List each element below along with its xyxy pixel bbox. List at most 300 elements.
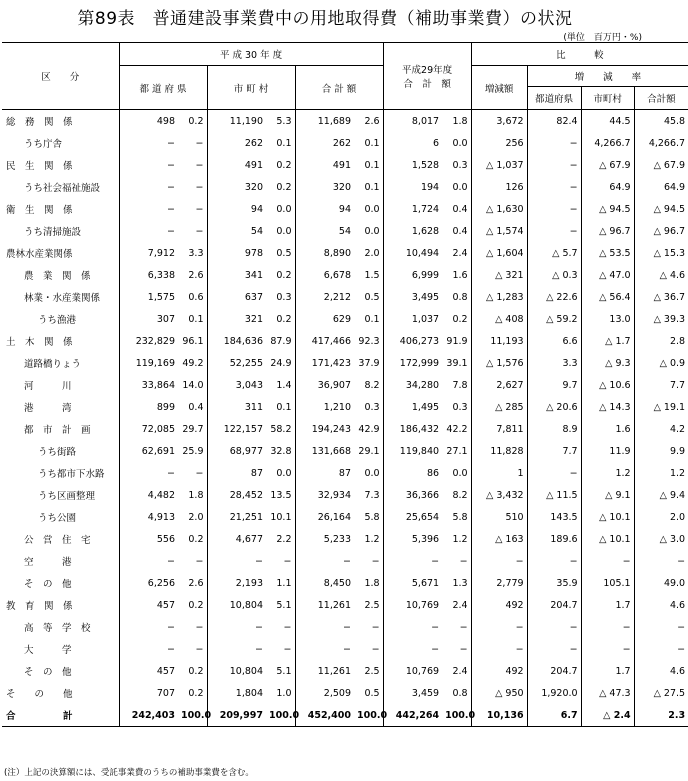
- prev-ratio: 0.0: [442, 176, 471, 198]
- change-value: △ 285: [471, 396, 527, 418]
- rate-total: △ 39.3: [653, 313, 686, 325]
- prev-value: 406,273: [399, 335, 440, 347]
- rate-muni: △ 67.9: [581, 154, 634, 176]
- row-label: 農 業 関 係: [2, 264, 119, 286]
- row-label: 高 等 学 校: [2, 616, 119, 638]
- rate-pref: 189.6: [527, 528, 581, 550]
- prev-ratio: 0.4: [442, 198, 471, 220]
- rate-pref: −: [527, 462, 581, 484]
- muni-value: 4,677: [235, 533, 263, 545]
- muni-ratio: 0.2: [266, 154, 295, 176]
- rate-pref: 1,920.0: [527, 682, 581, 704]
- rate-total: △ 36.7: [653, 291, 686, 303]
- muni-ratio: 24.9: [266, 352, 295, 374]
- change-value: 11,193: [471, 330, 527, 352]
- prev-value: 25,654: [405, 511, 440, 523]
- muni-ratio: 0.2: [266, 176, 295, 198]
- muni-value: 10,804: [229, 665, 263, 677]
- total-ratio: 0.1: [354, 154, 383, 176]
- muni-value: −: [255, 555, 263, 567]
- pref-value: 4,482: [147, 489, 175, 501]
- pref-ratio: 0.2: [178, 594, 207, 616]
- total-ratio: 29.1: [354, 440, 383, 462]
- pref-value: 62,691: [141, 445, 175, 457]
- total-value: −: [343, 643, 351, 655]
- table-row: [2, 440, 688, 462]
- prev-ratio: 100.0: [442, 704, 471, 727]
- table-row: [2, 484, 688, 506]
- unit-note: (単位 百万円・%): [563, 33, 642, 43]
- muni-value: 94: [250, 203, 263, 215]
- page-title: 第89表 普通建設事業費中の用地取得費（補助事業費）の状況: [77, 9, 573, 29]
- header-h29-line2: 合 計 額: [403, 79, 451, 90]
- total-ratio: 0.1: [354, 308, 383, 330]
- rate-total: −: [677, 555, 686, 567]
- pref-value: −: [167, 203, 175, 215]
- header-kubun: 区 分: [2, 43, 119, 110]
- rate-total: △ 15.3: [653, 247, 686, 259]
- pref-ratio: −: [178, 550, 207, 572]
- muni-ratio: 32.8: [266, 440, 295, 462]
- muni-ratio: 87.9: [266, 330, 295, 352]
- rate-total: 4.2: [669, 423, 686, 435]
- table-row: [2, 506, 688, 528]
- total-value: 491: [332, 159, 351, 171]
- change-value: △ 408: [471, 308, 527, 330]
- total-ratio: 2.5: [354, 594, 383, 616]
- footnote: (注）上記の決算額には、受託事業費のうちの補助事業費を含む。: [4, 768, 254, 778]
- pref-ratio: −: [178, 154, 207, 176]
- pref-ratio: 0.2: [178, 528, 207, 550]
- row-label: 空 港: [2, 550, 119, 572]
- rate-pref: 143.5: [527, 506, 581, 528]
- total-value: 2,212: [323, 291, 351, 303]
- row-label: うち社会福祉施設: [2, 176, 119, 198]
- row-label: 土 木 関 係: [2, 330, 119, 352]
- pref-value: −: [167, 643, 175, 655]
- row-label: そ の 他: [2, 572, 119, 594]
- rate-muni: △ 47.3: [581, 682, 634, 704]
- rate-pref: −: [527, 638, 581, 660]
- total-ratio: 42.9: [354, 418, 383, 440]
- rate-total: △ 9.4: [659, 489, 686, 501]
- table-row: [2, 176, 688, 198]
- change-value: 3,672: [471, 110, 527, 133]
- table-row: [2, 550, 688, 572]
- header-h29: [383, 43, 471, 110]
- muni-value: 311: [244, 401, 263, 413]
- rate-muni: 44.5: [581, 110, 634, 133]
- rate-total: −: [677, 621, 686, 633]
- prev-value: 442,264: [383, 704, 442, 727]
- prev-value: 10,769: [405, 599, 440, 611]
- total-value: 2,509: [323, 687, 351, 699]
- change-value: 2,779: [471, 572, 527, 594]
- table-row: [2, 638, 688, 660]
- table-row: [2, 374, 688, 396]
- pref-ratio: 29.7: [178, 418, 207, 440]
- prev-ratio: −: [442, 616, 471, 638]
- pref-ratio: −: [178, 220, 207, 242]
- change-value: △ 1,576: [471, 352, 527, 374]
- total-value: 36,907: [317, 379, 351, 391]
- change-value: 256: [471, 132, 527, 154]
- rate-total: 2.3: [634, 704, 688, 727]
- muni-value: 87: [250, 467, 263, 479]
- header-rate-muni: 市町村: [581, 87, 634, 110]
- table-row: [2, 330, 688, 352]
- total-ratio: 0.0: [354, 220, 383, 242]
- pref-ratio: 2.6: [178, 572, 207, 594]
- prev-value: −: [431, 621, 440, 633]
- rate-pref: 8.9: [527, 418, 581, 440]
- pref-value: 556: [156, 533, 175, 545]
- prev-ratio: −: [442, 550, 471, 572]
- header-rate-total: 合計額: [634, 87, 688, 110]
- muni-ratio: 13.5: [266, 484, 295, 506]
- pref-ratio: 1.8: [178, 484, 207, 506]
- header-rate: 増 減 率: [527, 66, 688, 87]
- total-value: 11,689: [317, 115, 351, 127]
- rate-total: 45.8: [663, 115, 686, 127]
- rate-muni: △ 10.1: [581, 528, 634, 550]
- total-ratio: 0.5: [354, 682, 383, 704]
- change-value: △ 1,283: [471, 286, 527, 308]
- prev-ratio: 1.8: [442, 110, 471, 133]
- muni-value: 491: [244, 159, 263, 171]
- row-label: 都 市 計 画: [2, 418, 119, 440]
- row-label: 道路橋りょう: [2, 352, 119, 374]
- muni-ratio: 100.0: [266, 704, 295, 727]
- total-ratio: 2.6: [354, 110, 383, 133]
- pref-value: 4,913: [147, 511, 175, 523]
- rate-total: △ 19.1: [653, 401, 686, 413]
- row-label: 大 学: [2, 638, 119, 660]
- prev-value: 186,432: [399, 423, 440, 435]
- table-row: [2, 308, 688, 330]
- table-row: [2, 352, 688, 374]
- rate-pref: −: [527, 198, 581, 220]
- table-row: [2, 286, 688, 308]
- prev-value: 1,037: [411, 313, 440, 325]
- total-value: 8,890: [323, 247, 351, 259]
- rate-pref: 82.4: [527, 110, 581, 133]
- prev-ratio: 0.0: [442, 462, 471, 484]
- muni-ratio: 10.1: [266, 506, 295, 528]
- total-value: 5,233: [323, 533, 351, 545]
- prev-value: 3,459: [411, 687, 440, 699]
- rate-total: △ 0.9: [659, 357, 686, 369]
- change-value: 492: [471, 660, 527, 682]
- rate-pref: 3.3: [527, 352, 581, 374]
- rate-total: △ 96.7: [653, 225, 686, 237]
- rate-total: 9.9: [669, 445, 686, 457]
- prev-value: 172,999: [399, 357, 440, 369]
- total-value: 320: [332, 181, 351, 193]
- table-row: [2, 198, 688, 220]
- change-value: △ 3,432: [471, 484, 527, 506]
- change-value: △ 1,037: [471, 154, 527, 176]
- muni-ratio: 0.5: [266, 242, 295, 264]
- pref-value: 457: [156, 665, 175, 677]
- total-ratio: 0.0: [354, 198, 383, 220]
- rate-pref: −: [527, 550, 581, 572]
- row-label: 農林水産業関係: [2, 242, 119, 264]
- total-value: −: [343, 555, 351, 567]
- muni-value: 28,452: [229, 489, 263, 501]
- prev-ratio: 1.2: [442, 528, 471, 550]
- prev-ratio: 2.4: [442, 660, 471, 682]
- total-value: 54: [338, 225, 351, 237]
- muni-value: 321: [244, 313, 263, 325]
- rate-muni: △ 96.7: [581, 220, 634, 242]
- prev-ratio: 2.4: [442, 594, 471, 616]
- muni-value: −: [255, 643, 263, 655]
- pref-value: 1,575: [147, 291, 175, 303]
- header-comparison: 比 較: [471, 43, 688, 66]
- muni-value: 122,157: [223, 423, 263, 435]
- table-row: [2, 704, 688, 727]
- rate-muni: 64.9: [581, 176, 634, 198]
- total-value: 417,466: [311, 335, 351, 347]
- rate-muni: △ 47.0: [581, 264, 634, 286]
- prev-value: 1,495: [411, 401, 440, 413]
- rate-total: △ 27.5: [653, 687, 686, 699]
- rate-pref: △ 22.6: [527, 286, 581, 308]
- total-value: 8,450: [323, 577, 351, 589]
- row-label: 民 生 関 係: [2, 154, 119, 176]
- muni-ratio: −: [266, 550, 295, 572]
- muni-value: 11,190: [229, 115, 263, 127]
- total-value: 1,210: [323, 401, 351, 413]
- muni-value: 184,636: [223, 335, 263, 347]
- pref-ratio: −: [178, 132, 207, 154]
- prev-value: 1,528: [411, 159, 440, 171]
- total-value: 131,668: [311, 445, 351, 457]
- rate-total: 64.9: [663, 181, 686, 193]
- muni-value: 52,255: [229, 357, 263, 369]
- prev-ratio: 39.1: [442, 352, 471, 374]
- change-value: △ 1,604: [471, 242, 527, 264]
- pref-value: −: [167, 181, 175, 193]
- change-value: 10,136: [471, 704, 527, 727]
- pref-ratio: 2.0: [178, 506, 207, 528]
- pref-value: 899: [156, 401, 175, 413]
- pref-value: −: [167, 137, 175, 149]
- muni-ratio: 58.2: [266, 418, 295, 440]
- row-label: 港 湾: [2, 396, 119, 418]
- rate-muni: 1.6: [581, 418, 634, 440]
- prev-ratio: 42.2: [442, 418, 471, 440]
- rate-pref: △ 59.2: [527, 308, 581, 330]
- row-label: うち庁舎: [2, 132, 119, 154]
- rate-muni: △ 9.3: [581, 352, 634, 374]
- prev-ratio: 0.8: [442, 682, 471, 704]
- pref-value: −: [167, 467, 175, 479]
- rate-muni: △ 9.1: [581, 484, 634, 506]
- total-ratio: 0.5: [354, 286, 383, 308]
- muni-ratio: 0.0: [266, 462, 295, 484]
- table-row: [2, 528, 688, 550]
- pref-ratio: 0.2: [178, 682, 207, 704]
- rate-pref: −: [527, 616, 581, 638]
- muni-value: 209,997: [207, 704, 266, 727]
- rate-muni: 1.7: [581, 660, 634, 682]
- row-label: うち公園: [2, 506, 119, 528]
- rate-pref: −: [527, 154, 581, 176]
- row-label: 総 務 関 係: [2, 110, 119, 133]
- change-value: △ 1,574: [471, 220, 527, 242]
- rate-muni: 105.1: [581, 572, 634, 594]
- prev-value: 10,769: [405, 665, 440, 677]
- prev-ratio: 27.1: [442, 440, 471, 462]
- table-row: [2, 616, 688, 638]
- rate-pref: 7.7: [527, 440, 581, 462]
- muni-ratio: 0.1: [266, 396, 295, 418]
- prev-value: 5,671: [411, 577, 440, 589]
- table-row: [2, 396, 688, 418]
- row-label: そ の 他: [2, 660, 119, 682]
- prev-ratio: 7.8: [442, 374, 471, 396]
- rate-muni: △ 56.4: [581, 286, 634, 308]
- prev-ratio: 0.8: [442, 286, 471, 308]
- muni-ratio: 1.1: [266, 572, 295, 594]
- rate-total: 1.2: [669, 467, 686, 479]
- header-rate-pref: 都道府県: [527, 87, 581, 110]
- muni-value: 637: [244, 291, 263, 303]
- total-value: 194,243: [311, 423, 351, 435]
- pref-ratio: −: [178, 176, 207, 198]
- pref-ratio: 96.1: [178, 330, 207, 352]
- change-value: 126: [471, 176, 527, 198]
- prev-ratio: −: [442, 638, 471, 660]
- prev-ratio: 1.6: [442, 264, 471, 286]
- muni-ratio: 2.2: [266, 528, 295, 550]
- pref-value: 307: [156, 313, 175, 325]
- muni-value: 320: [244, 181, 263, 193]
- muni-ratio: 0.2: [266, 308, 295, 330]
- pref-value: 498: [156, 115, 175, 127]
- prev-value: 119,840: [399, 445, 440, 457]
- pref-value: 6,338: [147, 269, 175, 281]
- muni-ratio: −: [266, 638, 295, 660]
- total-value: 87: [338, 467, 351, 479]
- header-prefecture: 都 道 府 県: [119, 66, 207, 110]
- row-label: うち区画整理: [2, 484, 119, 506]
- rate-muni: 4,266.7: [581, 132, 634, 154]
- table-row: [2, 572, 688, 594]
- total-value: 452,400: [295, 704, 354, 727]
- prev-value: 1,628: [411, 225, 440, 237]
- pref-value: 232,829: [135, 335, 175, 347]
- rate-muni: 13.0: [581, 308, 634, 330]
- total-ratio: 5.8: [354, 506, 383, 528]
- pref-value: 707: [156, 687, 175, 699]
- table-row: [2, 220, 688, 242]
- pref-value: 6,256: [147, 577, 175, 589]
- total-ratio: 8.2: [354, 374, 383, 396]
- rate-muni: △ 1.7: [581, 330, 634, 352]
- rate-muni: −: [581, 550, 634, 572]
- rate-muni: △ 2.4: [581, 704, 634, 727]
- rate-muni: △ 10.1: [581, 506, 634, 528]
- total-ratio: 1.8: [354, 572, 383, 594]
- total-ratio: −: [354, 550, 383, 572]
- total-ratio: 37.9: [354, 352, 383, 374]
- row-label: 衛 生 関 係: [2, 198, 119, 220]
- change-value: 7,811: [471, 418, 527, 440]
- row-label: 教 育 関 係: [2, 594, 119, 616]
- prev-value: 1,724: [411, 203, 440, 215]
- change-value: −: [471, 550, 527, 572]
- rate-pref: −: [527, 220, 581, 242]
- total-ratio: 100.0: [354, 704, 383, 727]
- table-row: [2, 242, 688, 264]
- row-label: うち清掃施設: [2, 220, 119, 242]
- muni-value: −: [255, 621, 263, 633]
- pref-value: −: [167, 621, 175, 633]
- table-row: [2, 264, 688, 286]
- muni-ratio: 0.3: [266, 286, 295, 308]
- muni-ratio: 5.1: [266, 660, 295, 682]
- muni-ratio: 1.0: [266, 682, 295, 704]
- change-value: 492: [471, 594, 527, 616]
- pref-value: 457: [156, 599, 175, 611]
- pref-ratio: −: [178, 198, 207, 220]
- change-value: 1: [471, 462, 527, 484]
- prev-value: 6: [433, 137, 440, 149]
- muni-ratio: 0.0: [266, 198, 295, 220]
- pref-ratio: 0.4: [178, 396, 207, 418]
- total-value: 94: [338, 203, 351, 215]
- pref-ratio: −: [178, 616, 207, 638]
- row-label: そ の 他: [2, 682, 119, 704]
- rate-total: 2.0: [669, 511, 686, 523]
- prev-ratio: 2.4: [442, 242, 471, 264]
- change-value: 2,627: [471, 374, 527, 396]
- change-value: △ 950: [471, 682, 527, 704]
- rate-muni: 11.9: [581, 440, 634, 462]
- rate-pref: △ 11.5: [527, 484, 581, 506]
- row-label: うち街路: [2, 440, 119, 462]
- change-value: −: [471, 638, 527, 660]
- header-total: 合 計 額: [295, 66, 383, 110]
- rate-pref: −: [527, 176, 581, 198]
- prev-ratio: 0.0: [442, 132, 471, 154]
- rate-pref: △ 5.7: [527, 242, 581, 264]
- total-value: −: [343, 621, 351, 633]
- prev-ratio: 0.3: [442, 396, 471, 418]
- prev-ratio: 91.9: [442, 330, 471, 352]
- rate-muni: 1.7: [581, 594, 634, 616]
- row-label: うち漁港: [2, 308, 119, 330]
- pref-ratio: 0.1: [178, 308, 207, 330]
- total-ratio: −: [354, 616, 383, 638]
- muni-ratio: 5.1: [266, 594, 295, 616]
- pref-value: −: [167, 159, 175, 171]
- muni-value: 978: [244, 247, 263, 259]
- muni-value: 2,193: [235, 577, 263, 589]
- prev-value: 36,366: [405, 489, 440, 501]
- data-table: [2, 42, 688, 727]
- muni-value: 21,251: [229, 511, 263, 523]
- total-ratio: 92.3: [354, 330, 383, 352]
- pref-value: 119,169: [135, 357, 175, 369]
- pref-value: −: [167, 225, 175, 237]
- pref-value: 242,403: [119, 704, 178, 727]
- change-value: △ 321: [471, 264, 527, 286]
- table-row: [2, 132, 688, 154]
